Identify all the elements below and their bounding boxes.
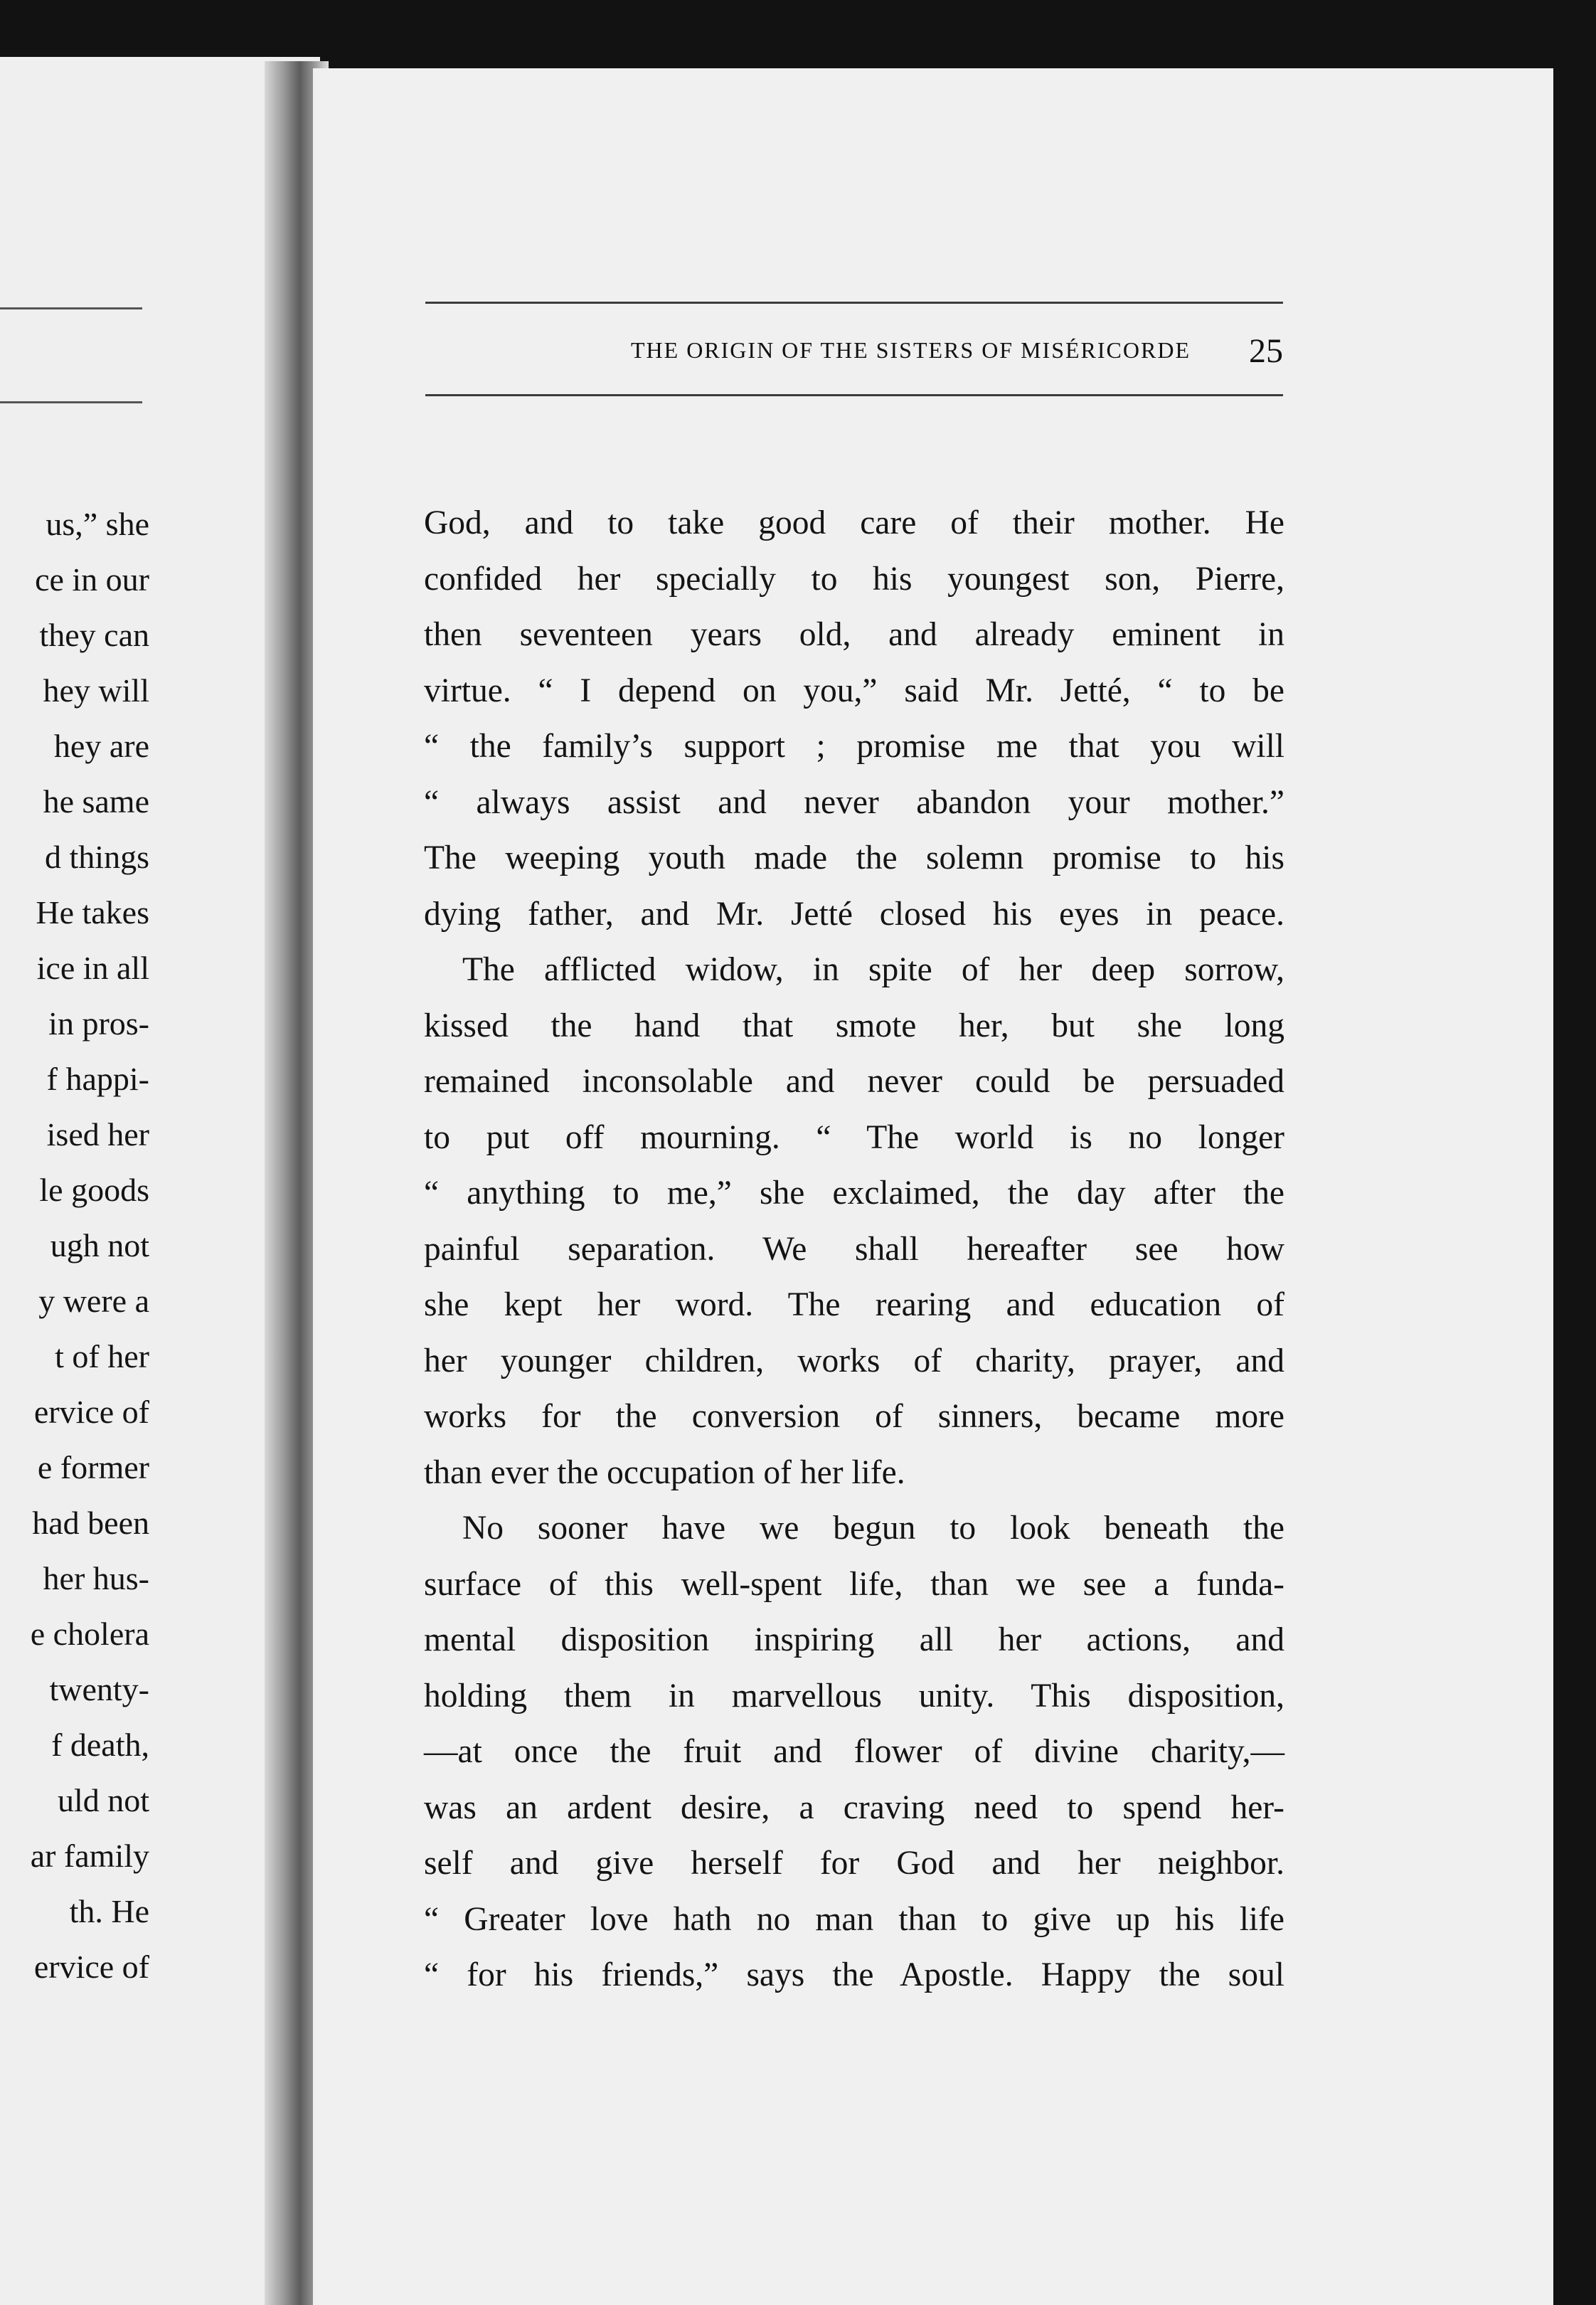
text-line: virtue. “ I depend on you,” said Mr. Jetté, “ to be xyxy=(424,672,1284,709)
paragraph-first-line: The afflicted widow, in spite of her deep sorrow, xyxy=(462,951,1284,988)
left-page-line: th. He xyxy=(69,1893,149,1929)
text-line: works for the conversion of sinners, became more xyxy=(424,1398,1284,1435)
left-page-line: ervice of xyxy=(33,1394,149,1430)
left-page-line: y were a xyxy=(38,1283,149,1319)
header-rule xyxy=(425,394,1283,396)
left-page-line: t of her xyxy=(55,1338,149,1374)
left-page-line: uld not xyxy=(57,1782,149,1818)
left-page-line: they can xyxy=(39,617,149,653)
top-rule xyxy=(425,302,1283,304)
left-page-line: hey are xyxy=(53,728,149,764)
left-page-line: e cholera xyxy=(30,1616,149,1652)
text-line: self and give herself for God and her neighbor. xyxy=(424,1845,1284,1882)
text-line: kissed the hand that smote her, but she long xyxy=(424,1007,1284,1044)
text-line: The weeping youth made the solemn promise to his xyxy=(424,839,1284,876)
paragraph-first-line: No sooner have we begun to look beneath the xyxy=(462,1510,1284,1547)
left-page-line: ice in all xyxy=(36,950,149,986)
body-text xyxy=(424,495,1284,2003)
left-page-line: ised her xyxy=(46,1116,149,1152)
left-page-line: le goods xyxy=(39,1172,149,1208)
text-line: confided her specially to his youngest son, Pierre, xyxy=(424,560,1284,598)
text-line: “ the family’s support ; promise me that you will xyxy=(424,728,1284,765)
left-page-top-rule xyxy=(0,307,142,309)
running-head: THE ORIGIN OF THE SISTERS OF MISÉRICORDE xyxy=(630,337,1191,363)
left-page-line: e former xyxy=(37,1449,149,1485)
text-line: painful separation. We shall hereafter see how xyxy=(424,1230,1284,1268)
left-page-line: ar family xyxy=(30,1838,149,1874)
text-line: dying father, and Mr. Jetté closed his eyes in peace. xyxy=(424,895,1284,933)
left-page-header-rule xyxy=(0,401,142,403)
left-page-line: twenty- xyxy=(49,1671,149,1707)
left-page-line: d things xyxy=(45,839,149,875)
paragraph-last-line: than ever the occupation of her life. xyxy=(424,1453,905,1491)
page-number: 25 xyxy=(1249,332,1283,370)
text-line: “ always assist and never abandon your mother.” xyxy=(424,783,1284,821)
left-page-line: ugh not xyxy=(50,1227,149,1263)
right-page xyxy=(313,68,1553,2305)
text-line: “ for his friends,” says the Apostle. Happy the soul xyxy=(424,1956,1284,1993)
left-page-line: ervice of xyxy=(33,1949,149,1985)
text-line: surface of this well-spent life, than we see a funda- xyxy=(424,1565,1284,1603)
text-line: —at once the fruit and flower of divine charity,— xyxy=(424,1733,1284,1770)
text-line: “ Greater love hath no man than to give up his life xyxy=(424,1900,1284,1938)
left-page-line: hey will xyxy=(43,672,149,709)
left-page-line: he same xyxy=(43,783,149,820)
left-page-line: f death, xyxy=(51,1727,149,1763)
left-page-text-column xyxy=(0,497,149,1995)
left-page-line: had been xyxy=(32,1505,149,1541)
text-line: mental disposition inspiring all her actions, and xyxy=(424,1621,1284,1658)
text-line: holding them in marvellous unity. This disposition, xyxy=(424,1677,1284,1715)
text-line: was an ardent desire, a craving need to spend her- xyxy=(424,1789,1284,1826)
left-page-line: us,” she xyxy=(46,506,149,542)
text-line: to put off mourning. “ The world is no longer xyxy=(424,1118,1284,1156)
text-line: remained inconsolable and never could be persuaded xyxy=(424,1063,1284,1100)
text-line: she kept her word. The rearing and education of xyxy=(424,1286,1284,1323)
left-page-line: ce in our xyxy=(35,561,149,598)
text-line: God, and to take good care of their mother. He xyxy=(424,504,1284,541)
left-page-line: f happi- xyxy=(46,1061,149,1097)
left-page-line: He takes xyxy=(36,894,149,931)
page-header xyxy=(425,332,1283,381)
left-page-line: in pros- xyxy=(48,1005,149,1042)
left-page-line: her hus- xyxy=(43,1560,149,1596)
text-line: her younger children, works of charity, prayer, and xyxy=(424,1342,1284,1379)
text-line: “ anything to me,” she exclaimed, the day after the xyxy=(424,1175,1284,1212)
text-line: then seventeen years old, and already eminent in xyxy=(424,616,1284,653)
